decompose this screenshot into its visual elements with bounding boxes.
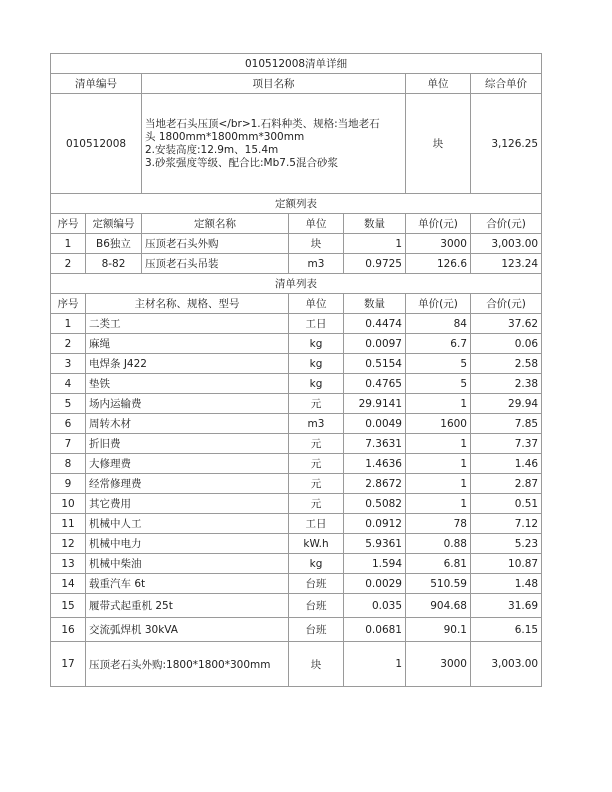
list-unit: 台班 (289, 574, 344, 594)
list-no: 14 (51, 574, 86, 594)
item-code: 010512008 (51, 94, 142, 194)
list-header-name: 主材名称、规格、型号 (86, 294, 289, 314)
list-section-title: 清单列表 (51, 274, 542, 294)
list-price: 3000 (406, 642, 471, 687)
list-row (51, 534, 542, 554)
list-name: 垫铁 (86, 374, 289, 394)
quota-no: 1 (51, 234, 86, 254)
list-unit: 工日 (289, 514, 344, 534)
list-total: 0.06 (471, 334, 542, 354)
list-qty: 0.4765 (344, 374, 406, 394)
detail-table (50, 53, 542, 687)
list-row (51, 354, 542, 374)
list-row (51, 554, 542, 574)
quota-code: B6独立 (86, 234, 142, 254)
list-total: 37.62 (471, 314, 542, 334)
list-no: 12 (51, 534, 86, 554)
list-unit: kg (289, 374, 344, 394)
list-qty: 0.5082 (344, 494, 406, 514)
list-total: 1.48 (471, 574, 542, 594)
list-unit: 元 (289, 474, 344, 494)
list-total: 7.85 (471, 414, 542, 434)
list-total: 29.94 (471, 394, 542, 414)
header-unit: 单位 (406, 74, 471, 94)
quota-header-price: 单价(元) (406, 214, 471, 234)
quota-code: 8-82 (86, 254, 142, 274)
list-price: 5 (406, 374, 471, 394)
list-unit: 元 (289, 494, 344, 514)
list-no: 7 (51, 434, 86, 454)
list-price: 6.7 (406, 334, 471, 354)
list-qty: 1.594 (344, 554, 406, 574)
list-qty: 0.0681 (344, 618, 406, 642)
list-qty: 1.4636 (344, 454, 406, 474)
list-name: 交流弧焊机 30kVA (86, 618, 289, 642)
list-unit: kg (289, 554, 344, 574)
list-unit: kg (289, 354, 344, 374)
list-row (51, 574, 542, 594)
list-price: 1 (406, 394, 471, 414)
list-qty: 1 (344, 642, 406, 687)
list-unit: 工日 (289, 314, 344, 334)
list-unit: kW.h (289, 534, 344, 554)
list-total: 2.87 (471, 474, 542, 494)
list-qty: 0.0029 (344, 574, 406, 594)
quota-row (51, 234, 542, 254)
quota-header-code: 定额编号 (86, 214, 142, 234)
list-body (51, 314, 542, 687)
list-price: 904.68 (406, 594, 471, 618)
list-price: 1 (406, 494, 471, 514)
list-total: 6.15 (471, 618, 542, 642)
list-row (51, 334, 542, 354)
list-row (51, 474, 542, 494)
list-header-price: 单价(元) (406, 294, 471, 314)
list-no: 11 (51, 514, 86, 534)
quota-name: 压顶老石头外购 (142, 234, 289, 254)
list-no: 1 (51, 314, 86, 334)
header-name: 项目名称 (142, 74, 406, 94)
list-unit: kg (289, 334, 344, 354)
list-price: 1 (406, 474, 471, 494)
list-name: 机械中人工 (86, 514, 289, 534)
list-name: 载重汽车 6t (86, 574, 289, 594)
list-qty: 0.5154 (344, 354, 406, 374)
quota-unit: m3 (289, 254, 344, 274)
list-row (51, 514, 542, 534)
list-row (51, 414, 542, 434)
list-row (51, 618, 542, 642)
list-total: 1.46 (471, 454, 542, 474)
list-qty: 7.3631 (344, 434, 406, 454)
list-no: 4 (51, 374, 86, 394)
quota-total: 3,003.00 (471, 234, 542, 254)
list-price: 90.1 (406, 618, 471, 642)
list-row (51, 494, 542, 514)
list-header-no: 序号 (51, 294, 86, 314)
list-price: 5 (406, 354, 471, 374)
quota-unit: 块 (289, 234, 344, 254)
list-no: 17 (51, 642, 86, 687)
list-name: 其它费用 (86, 494, 289, 514)
item-description-line: 当地老石头压顶</br>1.石料种类、规格:当地老石 (145, 117, 380, 130)
list-no: 10 (51, 494, 86, 514)
item-description-line: 3.砂浆强度等级、配合比:Mb7.5混合砂浆 (145, 156, 338, 169)
item-price: 3,126.25 (471, 94, 542, 194)
list-qty: 0.0912 (344, 514, 406, 534)
quota-name: 压顶老石头吊装 (142, 254, 289, 274)
list-name: 场内运输费 (86, 394, 289, 414)
quota-header-no: 序号 (51, 214, 86, 234)
list-unit: 元 (289, 454, 344, 474)
list-name: 二类工 (86, 314, 289, 334)
list-no: 3 (51, 354, 86, 374)
list-total: 7.37 (471, 434, 542, 454)
quota-header-unit: 单位 (289, 214, 344, 234)
list-qty: 0.4474 (344, 314, 406, 334)
list-name: 压顶老石头外购:1800*1800*300mm (86, 642, 289, 687)
list-no: 16 (51, 618, 86, 642)
list-no: 6 (51, 414, 86, 434)
quota-header-total: 合价(元) (471, 214, 542, 234)
quota-section-title: 定额列表 (51, 194, 542, 214)
list-price: 1 (406, 454, 471, 474)
list-total: 2.58 (471, 354, 542, 374)
list-name: 经常修理费 (86, 474, 289, 494)
list-row (51, 434, 542, 454)
list-name: 机械中电力 (86, 534, 289, 554)
item-description-line: 头 1800mm*1800mm*300mm (145, 130, 305, 143)
list-name: 麻绳 (86, 334, 289, 354)
list-name: 电焊条 J422 (86, 354, 289, 374)
list-qty: 29.9141 (344, 394, 406, 414)
list-row (51, 374, 542, 394)
list-qty: 0.035 (344, 594, 406, 618)
list-header-qty: 数量 (344, 294, 406, 314)
item-unit: 块 (406, 94, 471, 194)
quota-price: 126.6 (406, 254, 471, 274)
list-qty: 0.0097 (344, 334, 406, 354)
list-unit: m3 (289, 414, 344, 434)
list-no: 8 (51, 454, 86, 474)
list-row (51, 314, 542, 334)
list-row (51, 642, 542, 687)
quota-total: 123.24 (471, 254, 542, 274)
list-header-unit: 单位 (289, 294, 344, 314)
list-price: 6.81 (406, 554, 471, 574)
list-qty: 2.8672 (344, 474, 406, 494)
list-row (51, 454, 542, 474)
item-description (142, 94, 406, 194)
list-row (51, 594, 542, 618)
list-total: 0.51 (471, 494, 542, 514)
list-price: 1 (406, 434, 471, 454)
list-name: 折旧费 (86, 434, 289, 454)
list-unit: 台班 (289, 618, 344, 642)
quota-row (51, 254, 542, 274)
table-title: 010512008清单详细 (51, 54, 542, 74)
list-price: 1600 (406, 414, 471, 434)
item-description-line: 2.安装高度:12.9m、15.4m (145, 143, 279, 156)
quota-qty: 1 (344, 234, 406, 254)
list-price: 510.59 (406, 574, 471, 594)
list-name: 履带式起重机 25t (86, 594, 289, 618)
list-total: 5.23 (471, 534, 542, 554)
list-unit: 块 (289, 642, 344, 687)
list-no: 13 (51, 554, 86, 574)
list-name: 大修理费 (86, 454, 289, 474)
list-total: 7.12 (471, 514, 542, 534)
quota-header-name: 定额名称 (142, 214, 289, 234)
list-unit: 元 (289, 434, 344, 454)
list-header-total: 合价(元) (471, 294, 542, 314)
list-total: 3,003.00 (471, 642, 542, 687)
quota-header-qty: 数量 (344, 214, 406, 234)
list-unit: 元 (289, 394, 344, 414)
quota-no: 2 (51, 254, 86, 274)
list-no: 2 (51, 334, 86, 354)
list-price: 0.88 (406, 534, 471, 554)
list-row (51, 394, 542, 414)
list-qty: 0.0049 (344, 414, 406, 434)
list-price: 78 (406, 514, 471, 534)
list-total: 2.38 (471, 374, 542, 394)
list-name: 周转木材 (86, 414, 289, 434)
list-unit: 台班 (289, 594, 344, 618)
header-price: 综合单价 (471, 74, 542, 94)
list-no: 5 (51, 394, 86, 414)
quota-price: 3000 (406, 234, 471, 254)
list-total: 31.69 (471, 594, 542, 618)
list-name: 机械中柴油 (86, 554, 289, 574)
list-qty: 5.9361 (344, 534, 406, 554)
list-no: 15 (51, 594, 86, 618)
header-code: 清单编号 (51, 74, 142, 94)
list-no: 9 (51, 474, 86, 494)
list-total: 10.87 (471, 554, 542, 574)
quota-qty: 0.9725 (344, 254, 406, 274)
list-price: 84 (406, 314, 471, 334)
